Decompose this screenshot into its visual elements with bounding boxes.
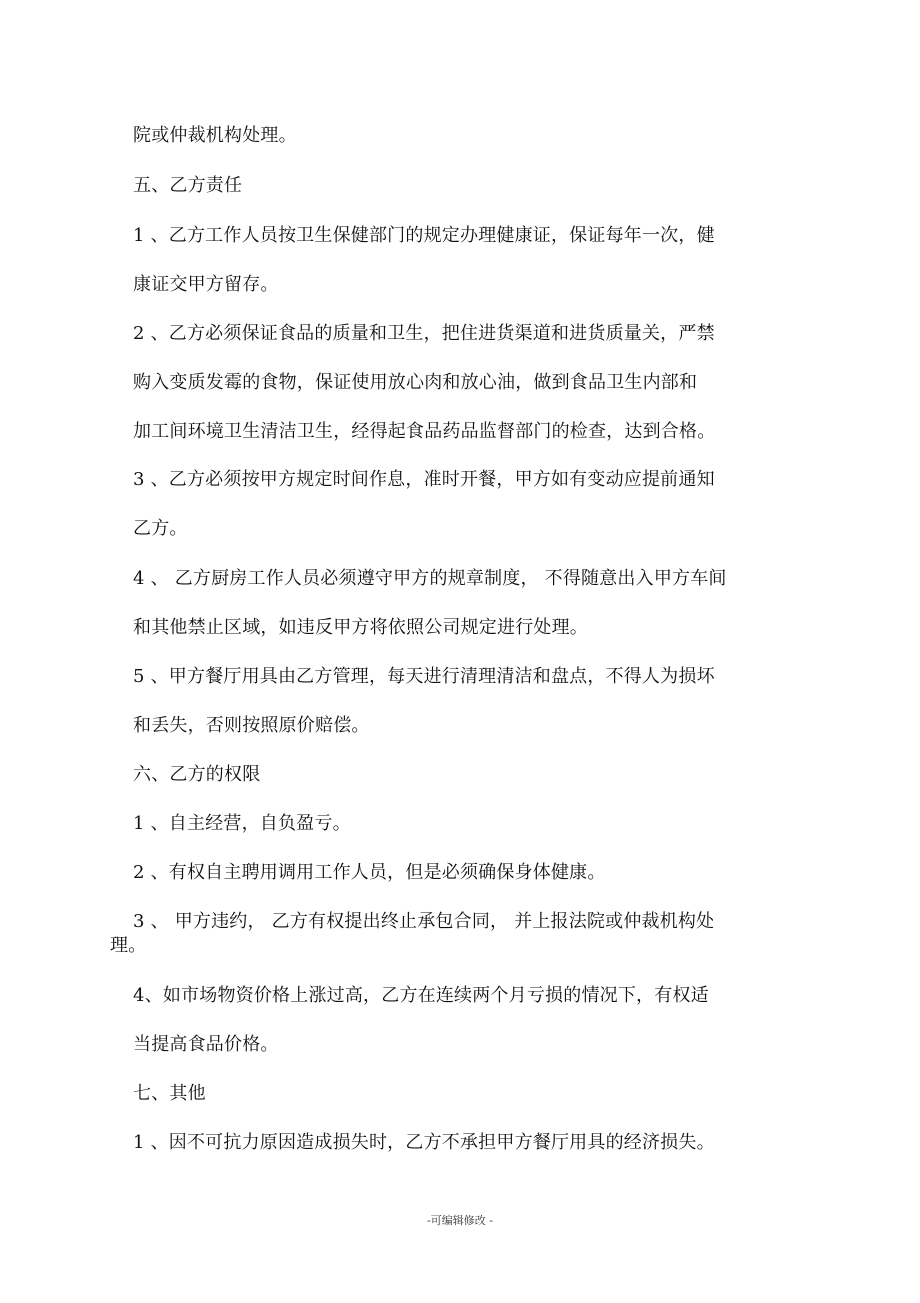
- text-line: 加工间环境卫生清洁卫生，经得起食品药品监督部门的检查，达到合格。: [133, 421, 716, 442]
- text-line: 康证交甲方留存。: [133, 274, 279, 295]
- text-line: 5 、甲方餐厅用具由乙方管理，每天进行清理清洁和盘点，不得人为损坏: [133, 666, 715, 687]
- page-footer: -可编辑修改 -: [427, 1214, 493, 1227]
- text-line: 4、如市场物资价格上涨过高，乙方在连续两个月亏损的情况下，有权适: [133, 985, 709, 1006]
- text-line: 理。: [110, 935, 147, 956]
- text-line: 2 、乙方必须保证食品的质量和卫生，把住进货渠道和进货质量关，严禁: [133, 323, 715, 344]
- text-line: 2 、有权自主聘用调用工作人员，但是必须确保身体健康。: [133, 862, 606, 883]
- text-line: 3 、 甲方违约， 乙方有权提出终止承包合同， 并上报法院或仲裁机构处: [133, 911, 715, 932]
- text-line: 4 、 乙方厨房工作人员必须遵守甲方的规章制度， 不得随意出入甲方车间: [133, 568, 727, 589]
- section-heading: 六、乙方的权限: [133, 764, 261, 785]
- text-line: 购入变质发霉的食物，保证使用放心肉和放心油，做到食品卫生内部和: [133, 372, 698, 393]
- section-heading: 五、乙方责任: [133, 175, 243, 196]
- text-line: 3 、乙方必须按甲方规定时间作息，准时开餐，甲方如有变动应提前通知: [133, 469, 715, 490]
- text-line: 院或仲裁机构处理。: [133, 125, 297, 146]
- text-line: 1 、自主经营，自负盈亏。: [133, 813, 351, 834]
- text-line: 当提高食品价格。: [133, 1034, 279, 1055]
- text-line: 乙方。: [133, 518, 188, 539]
- text-line: 和其他禁止区域，如违反甲方将依照公司规定进行处理。: [133, 617, 588, 638]
- text-line: 和丢失，否则按照原价赔偿。: [133, 715, 370, 736]
- text-line: 1 、乙方工作人员按卫生保健部门的规定办理健康证，保证每年一次，健: [133, 225, 715, 246]
- section-heading: 七、其他: [133, 1083, 206, 1104]
- text-line: 1 、因不可抗力原因造成损失时，乙方不承担甲方餐厅用具的经济损失。: [133, 1132, 715, 1153]
